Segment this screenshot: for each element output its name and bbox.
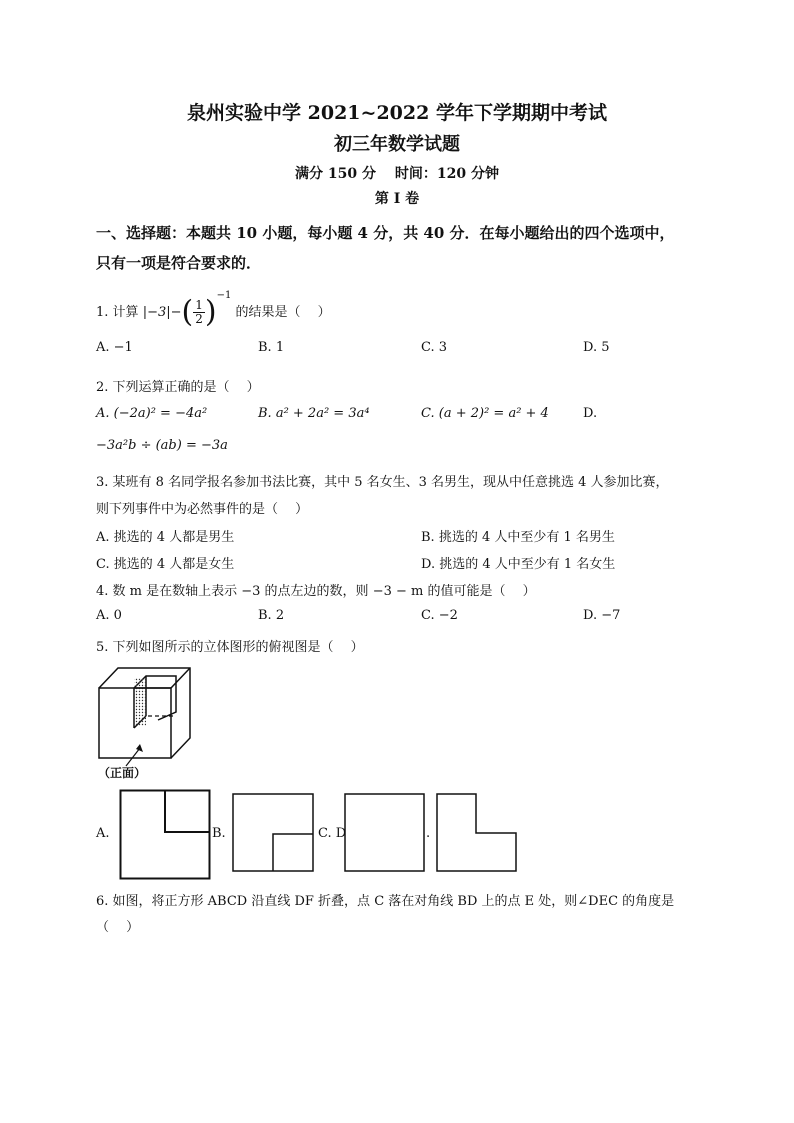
section-heading-line1: 一、选择题：本题共 10 小题，每小题 4 分，共 40 分．在每小题给出的四个选项中， (96, 224, 675, 242)
exam-title: 泉州实验中学 2021~2022 学年下学期期中考试 (187, 102, 607, 124)
q2-option-c[interactable]: C. (a + 2)² = a² + 4 (421, 406, 549, 421)
question-1 (96, 290, 331, 328)
q1-option-c[interactable]: C. 3 (421, 340, 448, 355)
dotted-shade (134, 678, 146, 726)
q1-option-b[interactable]: B. 1 (258, 340, 285, 355)
q1-exponent: −1 (216, 290, 232, 301)
q1-left-paren: ( (181, 294, 194, 330)
q5-option-d-label[interactable]: . (426, 826, 431, 841)
question-5: 5. 下列如图所示的立体图形的俯视图是（ ） (96, 640, 364, 655)
question-6-line2: （ ） (96, 920, 140, 935)
q5-option-cd-label[interactable]: C. D (318, 826, 347, 841)
q3-option-b[interactable]: B. 挑选的 4 人中至少有 1 名男生 (421, 530, 615, 545)
q5-option-d-figure[interactable] (436, 793, 518, 873)
q1-frac-den: 2 (195, 312, 203, 326)
q1-abs-expr: |−3|− (142, 305, 182, 320)
q2-option-a[interactable]: A. (−2a)² = −4a² (96, 406, 208, 421)
volume-label: 第 I 卷 (374, 191, 420, 207)
q3-option-c[interactable]: C. 挑选的 4 人都是女生 (96, 557, 235, 572)
q1-right-paren: ) (204, 294, 217, 330)
question-6-line1: 6. 如图，将正方形 ABCD 沿直线 DF 折叠，点 C 落在对角线 BD 上的点 E 处，则∠DEC 的角度是 (96, 894, 675, 909)
q3-option-a[interactable]: A. 挑选的 4 人都是男生 (96, 530, 235, 545)
question-4: 4. 数 m 是在数轴上表示 −3 的点左边的数，则 −3 − m 的值可能是（ ） (96, 584, 536, 599)
q4-option-c[interactable]: C. −2 (421, 608, 458, 623)
figure-caption: （正面） (98, 766, 147, 780)
q5-option-b-figure[interactable] (232, 793, 315, 873)
q1-prefix: 1. 计算 (96, 305, 139, 320)
q4-option-d[interactable]: D. −7 (583, 608, 621, 623)
q2-option-d-expr[interactable]: −3a²b ÷ (ab) = −3a (96, 438, 228, 453)
exam-meta: 满分 150 分 时间：120 分钟 (295, 166, 499, 182)
q1-option-a[interactable]: A. −1 (96, 340, 133, 355)
q2-option-b[interactable]: B. a² + 2a² = 3a⁴ (258, 406, 370, 421)
solid-figure (96, 660, 206, 770)
q4-option-a[interactable]: A. 0 (96, 608, 122, 623)
q5-option-b-label[interactable]: B. (212, 826, 226, 841)
q4-option-b[interactable]: B. 2 (258, 608, 285, 623)
question-3-line1: 3. 某班有 8 名同学报名参加书法比赛，其中 5 名女生、3 名男生，现从中任意挑选 4 人参加比赛， (96, 475, 669, 490)
question-3-line2: 则下列事件中为必然事件的是（ ） (96, 502, 309, 517)
q5-option-c-figure[interactable] (344, 793, 426, 873)
exam-subtitle: 初三年数学试题 (334, 134, 460, 155)
question-2: 2. 下列运算正确的是（ ） (96, 380, 260, 395)
section-heading-line2: 只有一项是符合要求的． (96, 254, 262, 272)
q5-option-a-label[interactable]: A. (96, 826, 110, 841)
q1-option-d[interactable]: D. 5 (583, 340, 610, 355)
q1-fraction (193, 299, 205, 326)
q3-option-d[interactable]: D. 挑选的 4 人中至少有 1 名女生 (421, 557, 616, 572)
q1-frac-num: 1 (195, 298, 203, 312)
q5-option-a-figure[interactable] (119, 789, 214, 881)
q2-option-d-label[interactable]: D. (583, 406, 598, 421)
q1-suffix: 的结果是（ ） (235, 305, 331, 320)
